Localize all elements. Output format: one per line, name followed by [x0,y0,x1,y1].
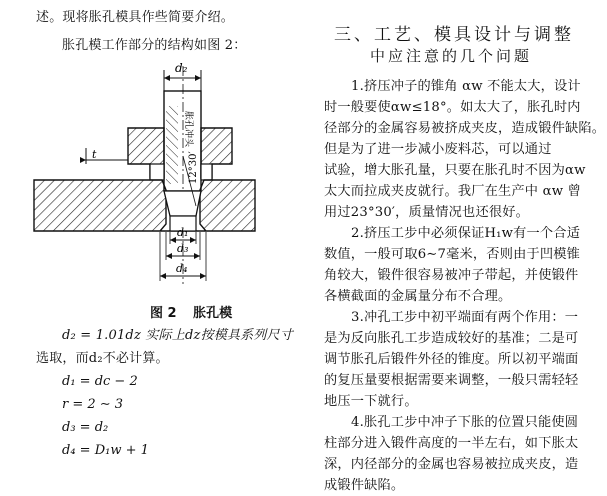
paragraph-line: 是为反向胀孔工步造成较好的基准；二是可 [324,331,579,346]
figure-caption-text: 胀孔模 [193,306,233,321]
dim-d1-label: d₁ [177,226,189,239]
formula-d2: d₂ = 1.01dz 实际上dz按模具系列尺寸 [62,328,293,343]
paragraph-line: 3.冲孔工步中初平端面有两个作用：一 [351,310,579,325]
structure-text: 胀孔模工作部分的结构如图 2： [62,38,247,53]
paragraph-line: 数值，一般可取6∼7毫米，否则由于凹模锥 [324,247,581,262]
paragraph-line: 时一般要使αw≤18°。如太大了，胀孔时内 [324,100,581,115]
paragraph-line: 4.胀孔工步中冲子下胀的位置只能使圆 [351,415,579,430]
paragraph-line: 成锻件缺陷。 [324,478,405,493]
bottom-die [34,180,255,231]
paragraph-line: 径部分的金属容易被挤成夹皮，造成锻件缺陷。 [324,121,606,136]
formula-d1: d₁ = dc − 2 [62,374,138,389]
section-title-line1: 三、工艺、模具设计与调整 [334,25,574,45]
paragraph-line: 太大而拉成夹皮就行。我厂在生产中 αw 曾 [324,184,581,199]
paragraph-line: 用过23°30′，质量情况也还很好。 [324,205,529,220]
figure-2-die-diagram [0,56,300,296]
paragraph-line: 地压一下就行。 [324,394,418,409]
paragraph-line: 各横截面的金属量分布不合理。 [324,289,512,304]
paragraph-line: 2.挤压工步中必须保证H₁w有一个合适 [351,226,581,241]
paragraph-line: 试验，增大胀孔量，只要在胀孔时不因为αw [324,163,586,178]
section-title-line2: 中应注意的几个问题 [370,47,533,65]
paragraph-line: 柱部分进入锻件高度的一半左右，如下胀太 [324,436,579,451]
punch-label: 胀孔冲头 [183,111,193,148]
formula-d2-note: 选取，而d₂不必计算。 [36,351,169,366]
dim-d3-label: d₃ [177,242,189,255]
formula-d4: d₄ = D₁w + 1 [62,443,149,458]
paragraph-line: 深，内径部分的金属也容易被拉成夹皮，造 [324,457,579,472]
formula-r: r = 2 ∼ 3 [62,397,124,412]
paragraph-line: 1.挤压冲子的锥角 αw 不能太大，设计 [351,79,581,94]
angle-label: 12°30′ [188,151,199,184]
paragraph-line: 调节胀孔后锻件外径的锥度。所以初平端面 [324,352,579,367]
dim-t-label: t [92,148,97,161]
dim-d4-label: d₄ [176,262,188,275]
paragraph-line: 角较大，锻件很容易被冲子带起，并使锻件 [324,268,579,283]
dim-d2-label: d₂ [175,61,188,75]
figure-caption-number: 图 2 [150,306,177,321]
paragraph-line: 的复压量要根据需要来调整，一般只需轻轻 [324,373,579,388]
paragraph-line: 但是为了进一步减小废料芯，可以通过 [324,142,552,157]
formula-d3: d₃ = d₂ [62,420,109,435]
intro-text: 述。现将胀孔模具作些简要介绍。 [36,10,235,25]
figure-caption [150,302,244,321]
